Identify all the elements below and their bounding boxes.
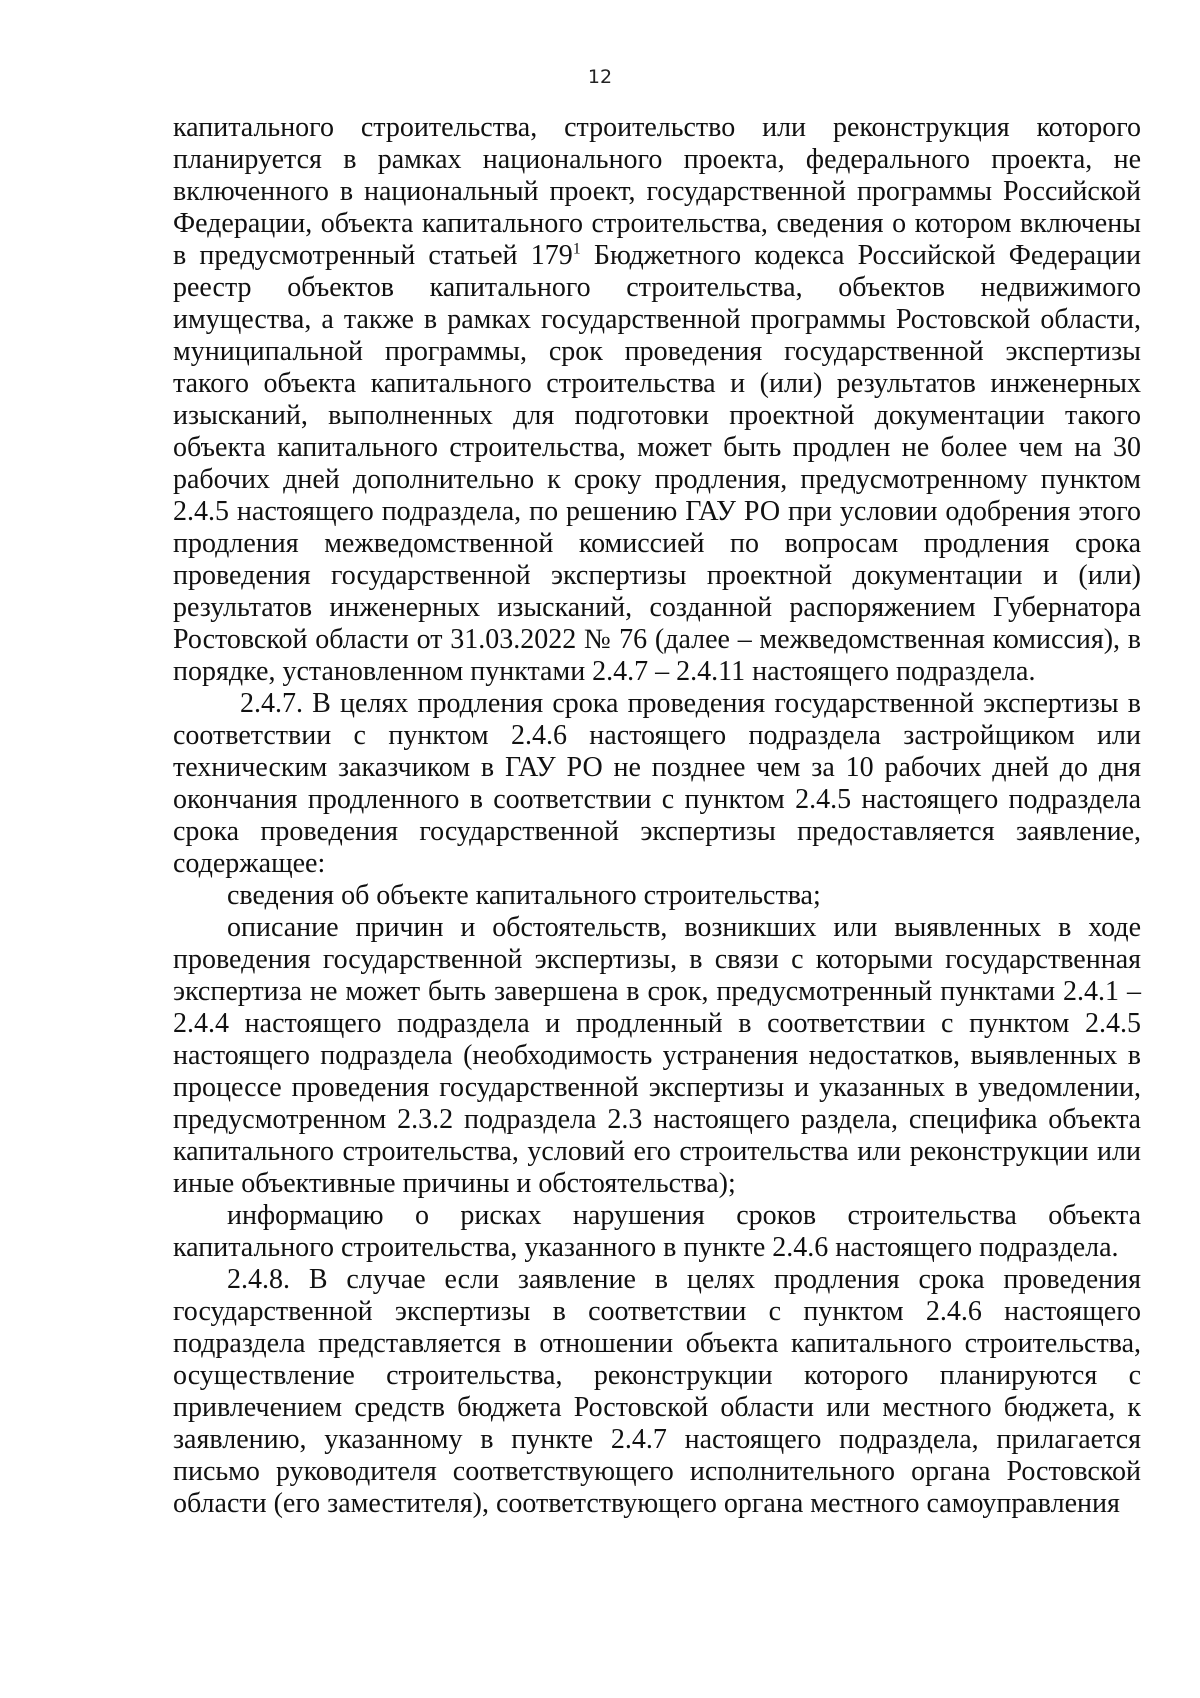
paragraph-continuation-text-b: Бюджетного кодекса Российской Федерации реестр объектов капитального строительства, объектов недвижимого имущества, а также в рамках государственной программы Ростовской области, муниципальной программы, срок проведения государственной экспертизы такого объекта капитального строительства и (или) результатов инженерных изысканий, выполненных для подготовки проектной документации такого объекта капитального строительства, может быть продлен не более чем на 30 рабочих дней дополнительно к сроку продления, предусмотренному пунктом 2.4.5 настоящего подраздела, по решению ГАУ РО при условии одобрения этого продления межведомственной комиссией по вопросам продления срока проведения государственной экспертизы проектной документации и (или) результатов инженерных изысканий, созданной распоряжением Губернатора Ростовской области от 31.03.2022 № 76 (далее – межведомственная комиссия), в порядке, установленном пунктами 2.4.7 – 2.4.11 настоящего подраздела. <box>173 240 1141 687</box>
page-number: 12 <box>587 66 613 88</box>
list-item-risks: информацию о рисках нарушения сроков строительства объекта капитального строительства, указанного в пункте 2.4.6 настоящего подраздела. <box>173 1200 1141 1263</box>
paragraph-2-4-8: 2.4.8. В случае если заявление в целях продления срока проведения государственной экспертизы в соответствии с пунктом 2.4.6 настоящего подраздела представляется в отношении объекта капитального строительства, осуществление строительства, реконструкции которого планируются с привлечением средств бюджета Ростовской области или местного бюджета, к заявлению, указанному в пункте 2.4.7 настоящего подраздела, прилагается письмо руководителя соответствующего исполнительного органа Ростовской области (его заместителя), соответствующего органа местного самоуправления <box>173 1264 1141 1519</box>
document-body <box>173 112 1141 1520</box>
paragraph-2-4-7: 2.4.7. В целях продления срока проведения государственной экспертизы в соответствии с пунктом 2.4.6 настоящего подраздела застройщиком или техническим заказчиком в ГАУ РО не позднее чем за 10 рабочих дней до дня окончания продленного в соответствии с пунктом 2.4.5 настоящего подраздела срока проведения государственной экспертизы предоставляется заявление, содержащее: <box>173 688 1141 879</box>
list-item-object-info: сведения об объекте капитального строительства; <box>227 880 821 911</box>
list-item-reasons: описание причин и обстоятельств, возникших или выявленных в ходе проведения государственной экспертизы, в связи с которыми государственная экспертиза не может быть завершена в срок, предусмотренный пунктами 2.4.1 – 2.4.4 настоящего подраздела и продленный в соответствии с пунктом 2.4.5 настоящего подраздела (необходимость устранения недостатков, выявленных в процессе проведения государственной экспертизы и указанных в уведомлении, предусмотренном 2.3.2 подраздела 2.3 настоящего раздела, специфика объекта капитального строительства, условий его строительства или реконструкции или иные объективные причины и обстоятельства); <box>173 912 1141 1199</box>
superscript-footnote: 1 <box>572 240 581 258</box>
paragraph-continuation <box>173 112 1141 688</box>
paragraph-continuation-text-a: капитального строительства, строительство или реконструкция которого планируется в рамках национального проекта, федерального проекта, не включенного в национальный проект, государственной программы Российской Федерации, объекта капитального строительства, сведения о котором включены в предусмотренный статьей 179 <box>173 112 1141 271</box>
